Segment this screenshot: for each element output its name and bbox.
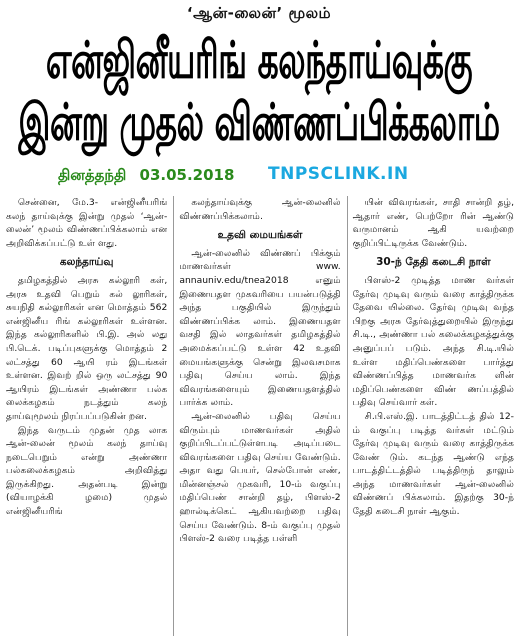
publication-date: 03.05.2018 <box>139 166 235 184</box>
article-columns <box>6 196 514 636</box>
column-2-subhead: உதவி மையங்கள் <box>217 229 303 242</box>
column-1-intro: சென்னை, மே.3- என்ஜினீயரிங் கலந் தாய்வுக்கு இன்று முதல் ‘ஆன்-லைன்’ மூலம் விண்ணப்பிக்கலாம் என அறிவிக்கப்பட்டு உள் ளது. <box>6 197 168 249</box>
column-3-subhead: 30-ந் தேதி கடைசி நாள் <box>376 256 491 269</box>
watermark: TNPSCLINK.IN <box>268 164 409 184</box>
column-3-para-1: பிளஸ்-2 முடித்த மாண வர்கள் தேர்வு முடிவு வரும் வரை காத்திருக்க தேவை யில்லை. தேர்வு முடிவு வந்த பிறகு அரசு தேர்வுத்துறையில் இருந்து சி.டி., அண்ணா பல் கலைக்கழகத்துக்கு அனுப்பப் படும். அந்த சி.டி.யில் உள்ள மதிப்பெண்களை பார்த்து விண்ணப்பித்த மாணவர்க ளின் மதிப்பெண்களை விண் ணப்பத்தில் பதிவு செய்வார் கள். <box>352 274 514 409</box>
column-2-para-1: ஆன்-லைனில் விண்ணப் பிக்கும் மாணவர்கள் www. annauniv.edu/tnea2018 எனும் இணையதள முகவரியை பயன்படுத்தி அந்த பகுதியில் இருந்தும் விண்ணப்பிக்க லாம். இணையதள வசதி இல் லாதவர்கள் தமிழகத்தில் அமைக்கப்பட்டு உள்ள 42 உதவி மையங்களுக்கு சென்று இலவசமாக பதிவு செய்ய லாம். இந்த விவரங்களையும் இணையதளத்தில் பார்க்க லாம். <box>179 247 341 409</box>
kicker: ‘ஆன்-லைன்’ மூலம் <box>186 4 332 22</box>
column-3 <box>347 196 514 636</box>
newspaper-name: தினத்தந்தி <box>58 166 127 184</box>
column-1 <box>6 196 167 636</box>
column-3-intro: யின் விவரங்கள், சாதி சான்றி தழ், ஆதார் எண், பெற்றோ ரின் ஆண்டு வருமானம் ஆகி யவற்றை குறிப்பிட்டிருக்க வேண்டும். <box>352 197 514 249</box>
source-line <box>58 166 234 186</box>
column-3-para-2: சி.பி.எஸ்.இ. பாடத்திட்டத் தில் 12-ம் வகுப்பு படித்த வர்கள் மட்டும் தேர்வு முடிவு வரும் வரை காத்திருக்க வேண் டும். கடந்த ஆண்டு எந்த பாடத்திட்டத்தில் படித்திருந் தாலும் அந்த மாணவர்கள் ஆன்-லைனில் விண்ணப் பிக்கலாம். இதற்கு 30-ந் தேதி கடைசி நாள் ஆகும். <box>352 410 514 518</box>
column-2 <box>173 196 340 636</box>
column-1-para-2: இந்த வருடம் முதன் முத லாக ஆன்-லைன் மூலம் கலந் தாய்வு நடைபெறும் என்று அண்ணா பல்கலைக்கழகம் அறிவித்து இருக்கிறது. அதன்படி இன்று (வியாழக்கி ழமை) முதல் என்ஜினீயரிங் <box>6 424 168 518</box>
column-1-para-1: தமிழகத்தில் அரசு கல்லூரி கள், அரசு உதவி பெறும் கல் லூரிகள், சுயநிதி கல்லூரிகள் என மொத்தம் 562 என்ஜினீய ரிங் கல்லூரிகள் உள்ளன. இந்த கல்லூரிகளில் பி.இ. அல் லது பி.டெக். படிப்புகளுக்கு மொத்தம் 2 லட்சத்து 60 ஆயி ரம் இடங்கள் உள்ளன. இவற் றில் ஒரு லட்சத்து 90 ஆயிரம் இடங்கள் அண்ணா பல்க லைக்கழகம் நடத்தும் கலந் தாய்வுமூலம் நிரப்பப்படுகின் றன. <box>6 274 168 422</box>
headline-line-2: இன்று முதல் விண்ணப்பிக்கலாம் <box>18 91 500 152</box>
headline-line-1: என்ஜினீயரிங் கலந்தாய்வுக்கு <box>45 29 473 90</box>
column-2-para-2: ஆன்-லைனில் பதிவு செய்ய விரும்பும் மாணவர்கள் அதில் குறிப்பிடப்பட்டுள்ளபடி அடிப்படை விவரங்களை பதிவு செய்ய வேண்டும். அதா வது பெயர், செல்போன் எண், மின்னஞ்சல் முகவரி, 10-ம் வகுப்பு மதிப்பெண் சான்றி தழ், பிளஸ்-2 ஹால்டிக்கெட் ஆகியவற்றை பதிவு செய்ய வேண்டும். 8-ம் வகுப்பு முதல் பிளஸ்-2 வரை படித்த பள்ளி <box>179 410 341 545</box>
column-1-subhead: கலந்தாய்வு <box>59 256 114 269</box>
column-2-intro: கலந்தாய்வுக்கு ஆன்-லைனில் விண்ணப்பிக்கலாம். <box>179 197 341 222</box>
